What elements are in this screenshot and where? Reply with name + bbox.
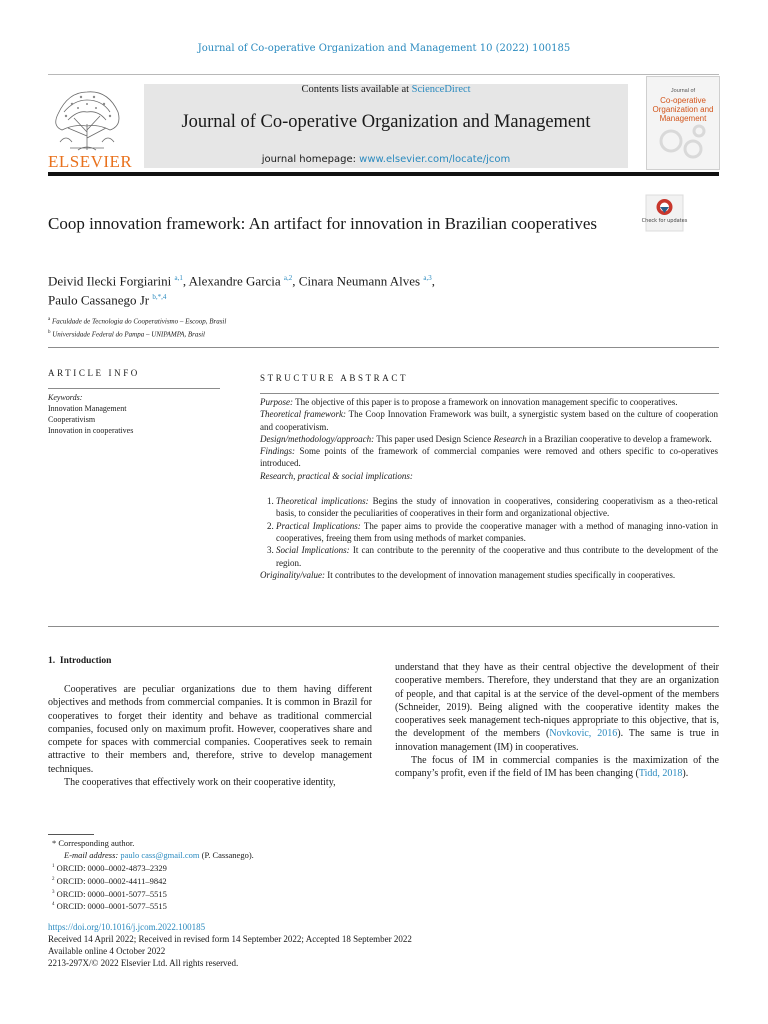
affiliations — [48, 314, 648, 341]
abstract-findings — [260, 445, 718, 470]
author-name[interactable]: Alexandre Garcia — [188, 273, 281, 289]
body-paragraph: Cooperatives are peculiar organizations due to them having different objectives and methods from commercial companies. It is common in Brazil for cooperatives to forget their identity and behave as traditional commercial companies, focused only on maximum profit. However, cooperatives share and compete for spaces with commercial companies. Cooperatives seek to remain attractive to their members and, therefore, strive to develop management techniques. — [48, 684, 372, 775]
orcid-text: ORCID: 0000–0002-4411–9842 — [56, 875, 167, 886]
affiliation-text: Universidade Federal do Pampa – UNIPAMPA, Brasil — [52, 330, 206, 339]
affiliation-item — [48, 327, 648, 340]
contents-prefix: Contents lists available at — [301, 84, 412, 95]
contents-available-line — [144, 84, 628, 95]
abstract-design — [260, 433, 718, 445]
body-column-left — [48, 683, 372, 789]
abstract-text: in a Brazilian cooperative to develop a framework. — [526, 433, 712, 444]
article-title: Coop innovation framework: An artifact for innovation in Brazilian cooperatives — [48, 214, 598, 233]
implication-text: The paper aims to provide the cooperative manager with a method of managing inno-vation in cooperatives, freeing them from using methods of market companies. — [276, 520, 719, 543]
implication-label: Practical Implications: — [276, 520, 361, 531]
orcid-mark: 4 — [52, 902, 55, 908]
citation-link[interactable]: Tidd, 2018 — [638, 768, 683, 780]
abstract-implications — [260, 470, 718, 482]
crossmark-label: Check for updates — [641, 218, 688, 224]
abstract-emphasis: Research — [493, 433, 527, 444]
section-number: 1. — [48, 656, 56, 666]
orcid-text: ORCID: 0000–0001-5077–5515 — [56, 901, 167, 912]
abstract-text: It contributes to the development of innovation management studies specifically in cooperatives. — [325, 569, 676, 580]
author-affiliation-mark[interactable]: b,*,4 — [152, 293, 167, 302]
keyword[interactable]: Innovation Management — [48, 404, 127, 413]
header-bottom-rule — [48, 172, 719, 176]
cover-small-text: Journal of — [670, 88, 696, 94]
orcid-mark: 3 — [52, 889, 55, 895]
journal-title: Journal of Co-operative Organization and Management — [181, 112, 591, 132]
abstract-originality — [260, 569, 718, 581]
author-affiliation-mark[interactable]: a,1 — [174, 274, 183, 282]
keyword[interactable]: Cooperativism — [48, 415, 96, 424]
keyword[interactable]: Innovation in cooperatives — [48, 426, 134, 435]
publisher-wordmark: ELSEVIER — [48, 152, 133, 171]
author-name[interactable]: Paulo Cassanego Jr — [48, 292, 150, 308]
body-text: ). — [682, 768, 689, 780]
abstract-theory — [260, 408, 718, 433]
abstract-body — [260, 396, 718, 581]
citation-link[interactable]: Novkovic, 2016 — [549, 728, 618, 740]
received-dates: Received 14 April 2022; Received in revised form 14 September 2022; Accepted 18 September 2022 — [48, 934, 412, 944]
body-column-right — [395, 661, 719, 781]
abstract-label: Research, practical & social implications: — [260, 470, 413, 481]
orcid-note — [52, 899, 254, 912]
affiliation-mark: a — [48, 317, 51, 322]
journal-cover-thumbnail[interactable] — [646, 76, 720, 170]
implication-label: Social Implications: — [276, 545, 350, 556]
abstract-label: Design/methodology/approach: — [260, 433, 375, 444]
available-online: Available online 4 October 2022 — [48, 946, 166, 956]
header-top-rule — [48, 74, 719, 75]
body-text: understand that they have as their central objective the development of their cooperative members. Therefore, they understand that they are an organization of people, and that capital is at the service of the devel-opment of the members (Schneider, 2019). Being aligned with the cooperative identity makes the cooperatives seek management tech-niques appropriate to this objective, that is, the development of the members ( — [395, 662, 719, 740]
divider — [48, 626, 719, 627]
abstract-text: This paper used Design Science — [374, 433, 494, 444]
author-name[interactable]: Deivid Ilecki Forgiarini — [48, 273, 172, 289]
abstract-label: Originality/value: — [260, 569, 325, 580]
list-item — [276, 544, 718, 569]
author-list — [48, 270, 668, 309]
implication-label: Theoretical implications: — [276, 496, 369, 507]
abstract-label: Purpose: — [260, 397, 293, 407]
gears-icon — [655, 121, 711, 165]
cover-title — [649, 87, 717, 123]
homepage-prefix: journal homepage: — [261, 154, 360, 165]
divider — [48, 388, 220, 389]
body-paragraph — [395, 661, 719, 754]
affiliation-mark: b — [48, 330, 51, 336]
author-separator: , — [182, 273, 189, 289]
article-info-heading: ARTICLE INFO — [48, 368, 140, 378]
corresponding-author-note: * Corresponding author. — [52, 838, 135, 848]
implications-list — [260, 495, 718, 569]
abstract-heading: STRUCTURE ABSTRACT — [260, 373, 409, 383]
abstract-text: Some points of the framework of commercial companies were removed and others specific to co-operatives introduced. — [260, 446, 718, 469]
divider — [260, 393, 719, 394]
body-text: ). The same is true in innovation management (IM) in cooperatives. — [395, 728, 719, 753]
abstract-label: Theoretical framework: — [260, 409, 346, 420]
implication-text: It can contribute to the perennity of the cooperative and thus contribute to the development of the region. — [276, 545, 718, 568]
cover-title-text: Co-operative Organization and Management — [652, 96, 714, 123]
journal-homepage-link[interactable]: www.elsevier.com/locate/jcom — [359, 154, 511, 165]
orcid-text: ORCID: 0000–0001-5077–5515 — [56, 888, 167, 899]
section-heading — [48, 656, 111, 666]
implication-text: Begins the study of innovation in cooperatives, considering cooperativism as a theo-retical basis, to consider the peculiarities of cooperatives in their form and organizational objective. — [276, 496, 719, 519]
author-name[interactable]: Cinara Neumann Alves — [298, 273, 421, 289]
keywords-block — [48, 392, 133, 436]
journal-citation-link[interactable]: Journal of Co-operative Organization and Management 10 (2022) 100185 — [197, 43, 571, 54]
email-owner: (P. Cassanego). — [199, 850, 254, 860]
abstract-label: Findings: — [260, 446, 295, 457]
keywords-label: Keywords: — [48, 393, 83, 402]
copyright-notice: 2213-297X/© 2022 Elsevier Ltd. All rights reserved. — [48, 958, 239, 968]
body-text: The focus of IM in commercial companies is the maximization of the company’s profit, even if the field of IM has been changing ( — [395, 755, 719, 780]
email-label: E-mail address: — [64, 850, 119, 860]
author-affiliation-mark[interactable]: a,2 — [283, 274, 293, 282]
journal-homepage-line — [144, 154, 628, 165]
footnotes — [52, 837, 254, 912]
check-for-updates-icon[interactable] — [641, 195, 688, 231]
orcid-mark: 2 — [52, 876, 55, 882]
abstract-purpose — [260, 396, 718, 408]
author-affiliation-mark[interactable]: a,3 — [423, 274, 432, 282]
divider — [48, 347, 719, 348]
footnote-rule — [48, 834, 94, 835]
section-title: Introduction — [59, 656, 112, 666]
email-line — [52, 849, 254, 861]
body-paragraph — [395, 754, 719, 781]
orcid-text: ORCID: 0000–0002-4873–2329 — [56, 862, 167, 873]
orcid-mark: 1 — [52, 864, 55, 869]
affiliation-item — [48, 314, 648, 327]
list-item — [276, 520, 718, 545]
email-link[interactable]: paulo cass@gmail.com — [120, 850, 200, 860]
orcid-note — [52, 874, 254, 887]
author-separator: , — [431, 273, 435, 289]
abstract-text: The Coop Innovation Framework was built, a synergistic system based on the culture of cooperation and cooperativism. — [260, 409, 718, 432]
abstract-text: The objective of this paper is to propose a framework on innovation management specific to cooperatives. — [293, 397, 678, 407]
affiliation-text: Faculdade de Tecnologia do Cooperativismo – Escoop, Brasil — [51, 317, 227, 326]
body-paragraph: The cooperatives that effectively work on their cooperative identity, — [64, 777, 336, 789]
author-separator: , — [292, 273, 299, 289]
publication-info — [48, 921, 412, 969]
orcid-note — [52, 861, 254, 874]
doi-link[interactable]: https://doi.org/10.1016/j.jcom.2022.100185 — [48, 922, 206, 932]
sciencedirect-link[interactable]: ScienceDirect — [411, 84, 471, 95]
list-item — [276, 495, 718, 520]
orcid-note — [52, 887, 254, 900]
